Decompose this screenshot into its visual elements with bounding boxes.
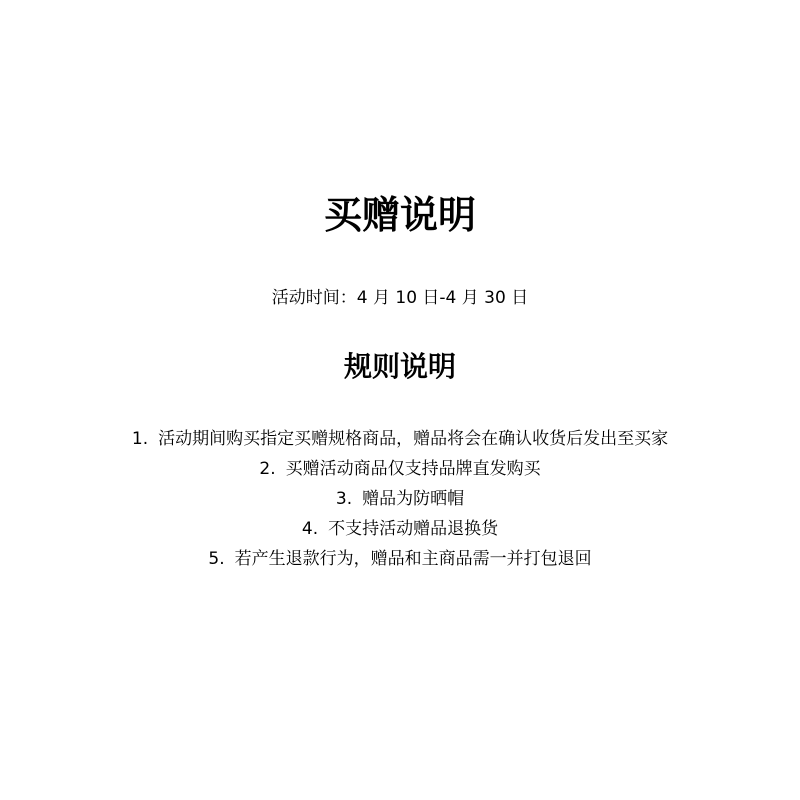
rule-item xyxy=(0,484,800,514)
rule-number: 3. xyxy=(335,489,353,509)
rule-text: 若产生退款行为，赠品和主商品需一并打包退回 xyxy=(234,549,592,569)
rules-list xyxy=(0,424,800,574)
rule-text: 买赠活动商品仅支持品牌直发购买 xyxy=(285,459,541,479)
rule-text: 活动期间购买指定买赠规格商品，赠品将会在确认收货后发出至买家 xyxy=(158,429,669,449)
rule-text: 不支持活动赠品退换货 xyxy=(328,519,499,539)
rule-item xyxy=(0,544,800,574)
rule-item xyxy=(0,424,800,454)
rule-number: 1. xyxy=(131,429,149,449)
page-title: 买赠说明 xyxy=(323,193,476,237)
rule-item xyxy=(0,514,800,544)
rule-number: 4. xyxy=(301,519,319,539)
activity-period: 活动时间：4 月 10 日-4 月 30 日 xyxy=(271,288,529,308)
rules-heading: 规则说明 xyxy=(343,350,456,383)
rule-number: 5. xyxy=(208,549,225,569)
rule-text: 赠品为防晒帽 xyxy=(362,489,465,509)
rule-item xyxy=(0,454,800,484)
rule-number: 2. xyxy=(259,459,276,479)
